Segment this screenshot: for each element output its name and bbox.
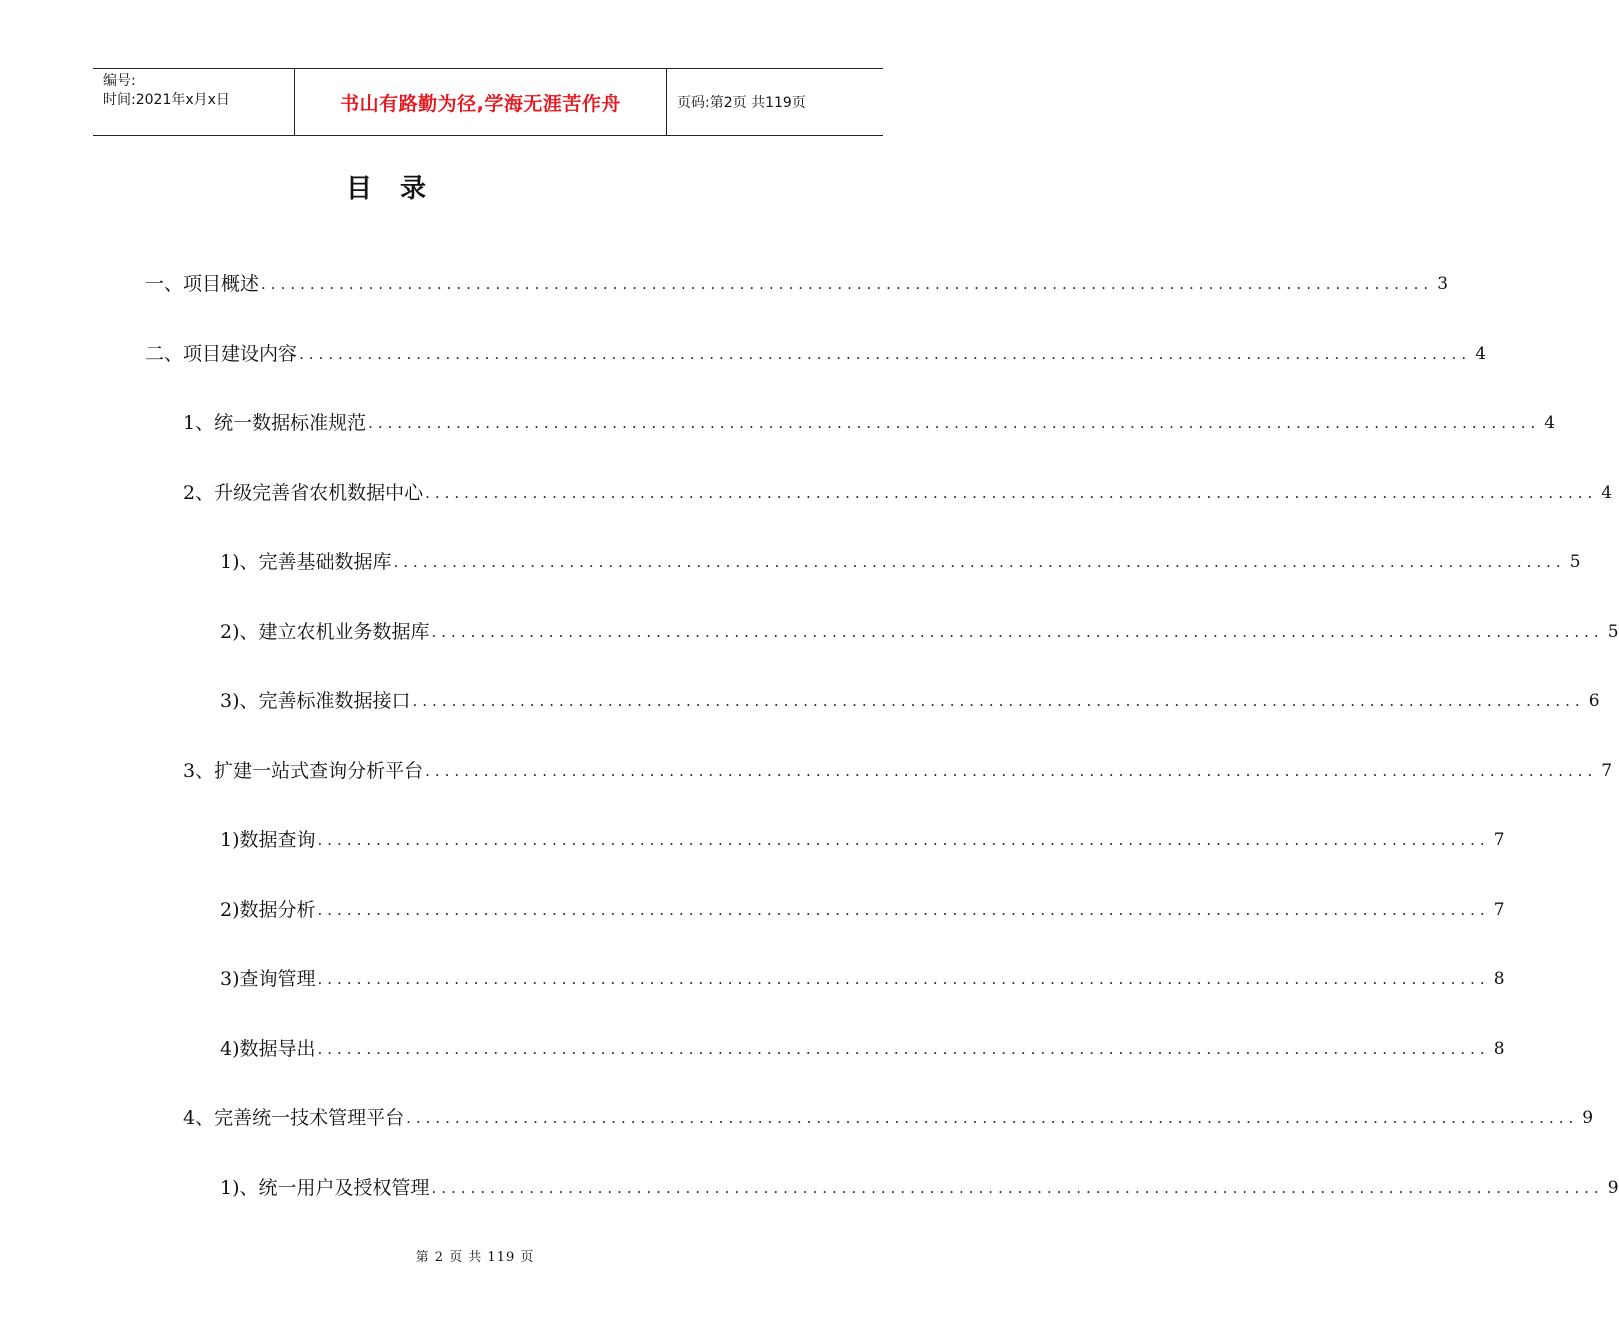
toc-leader-dots: ........................................................................................................................ — [317, 1040, 1490, 1058]
toc-entry-page: 9 — [1607, 1178, 1619, 1198]
toc-entry-title: 1)数据查询 — [220, 829, 316, 851]
toc-entry[interactable] — [145, 270, 1449, 298]
toc-entry[interactable] — [220, 965, 1505, 993]
toc-entry-page: 6 — [1588, 691, 1600, 711]
toc-entry[interactable] — [220, 687, 1600, 715]
number-label: 编号: — [103, 73, 136, 89]
header-meta — [93, 69, 295, 135]
toc-leader-dots: ........................................................................................................................ — [425, 762, 1598, 780]
date-label: 时间:2021年x月x日 — [103, 92, 230, 108]
toc-entry-page: 8 — [1493, 1039, 1505, 1059]
toc-entry-page: 5 — [1569, 552, 1581, 572]
page-footer: 第 2 页 共 119 页 — [415, 1250, 535, 1265]
toc-entry-page: 8 — [1493, 969, 1505, 989]
toc-entry[interactable] — [183, 757, 1613, 785]
page-header — [93, 68, 883, 136]
toc-leader-dots: ........................................................................................................................ — [431, 623, 1604, 641]
toc-entry-page: 7 — [1493, 900, 1505, 920]
toc-leader-dots: ........................................................................................................................ — [406, 1109, 1579, 1127]
toc-leader-dots: ........................................................................................................................ — [412, 692, 1585, 710]
toc-entry-title: 3、扩建一站式查询分析平台 — [183, 760, 424, 782]
toc-entry[interactable] — [220, 826, 1505, 854]
toc-entry[interactable] — [220, 1174, 1619, 1202]
toc-leader-dots: ........................................................................................................................ — [261, 275, 1434, 293]
toc-entry[interactable] — [183, 409, 1556, 437]
toc-leader-dots: ........................................................................................................................ — [368, 414, 1541, 432]
toc-entry-title: 3)、完善标准数据接口 — [220, 690, 411, 712]
toc-entry-page: 7 — [1601, 761, 1613, 781]
header-page-info: 页码:第2页 共119页 — [677, 95, 806, 111]
toc-leader-dots: ........................................................................................................................ — [317, 831, 1490, 849]
toc-entry-title: 2、升级完善省农机数据中心 — [183, 482, 424, 504]
toc-entry-title: 4)数据导出 — [220, 1038, 316, 1060]
toc-entry[interactable] — [220, 896, 1505, 924]
toc-leader-dots: ........................................................................................................................ — [431, 1179, 1604, 1197]
toc-entry[interactable] — [183, 479, 1613, 507]
toc-entry-title: 1)、统一用户及授权管理 — [220, 1177, 430, 1199]
toc-entry-title: 1、统一数据标准规范 — [183, 412, 367, 434]
toc-entry[interactable] — [220, 548, 1581, 576]
toc-entry-page: 4 — [1601, 483, 1613, 503]
toc-entry[interactable] — [183, 1104, 1594, 1132]
toc-entry-page: 9 — [1582, 1108, 1594, 1128]
toc-entry-page: 7 — [1493, 830, 1505, 850]
header-motto: 书山有路勤为径,学海无涯苦作舟 — [295, 69, 667, 135]
toc-entry-title: 2)数据分析 — [220, 899, 316, 921]
toc-leader-dots: ........................................................................................................................ — [425, 484, 1598, 502]
toc-entry-title: 1)、完善基础数据库 — [220, 551, 392, 573]
toc-leader-dots: ........................................................................................................................ — [393, 553, 1566, 571]
toc-entry-page: 3 — [1437, 274, 1449, 294]
toc-leader-dots: ........................................................................................................................ — [317, 901, 1490, 919]
toc-entry-page: 4 — [1475, 344, 1487, 364]
toc-entry-title: 3)查询管理 — [220, 968, 316, 990]
toc-entry[interactable] — [220, 1035, 1505, 1063]
toc-entry-page: 5 — [1607, 622, 1619, 642]
toc-leader-dots: ........................................................................................................................ — [299, 345, 1472, 363]
toc-leader-dots: ........................................................................................................................ — [317, 970, 1490, 988]
toc-entry-title: 4、完善统一技术管理平台 — [183, 1107, 405, 1129]
toc-entry-page: 4 — [1544, 413, 1556, 433]
toc-entry-title: 二、项目建设内容 — [145, 343, 298, 365]
toc-entry-title: 一、项目概述 — [145, 273, 260, 295]
toc-title: 目录 — [345, 174, 454, 204]
toc-entry[interactable] — [220, 618, 1619, 646]
toc-entry-title: 2)、建立农机业务数据库 — [220, 621, 430, 643]
toc-entry[interactable] — [145, 340, 1487, 368]
